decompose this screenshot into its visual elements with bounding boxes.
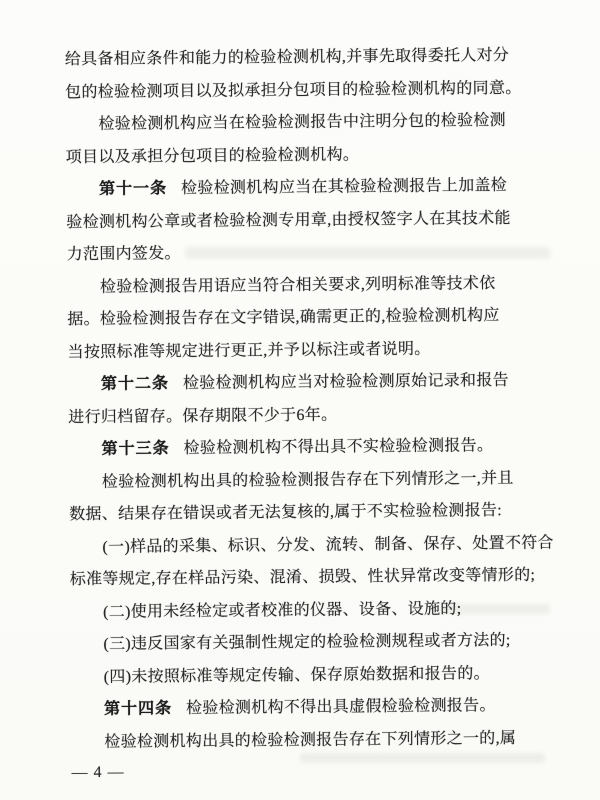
line-text: 标准等规定,存在样品污染、混淆、损毁、性状异常改变等情形的; xyxy=(69,566,536,589)
text-line-list-item xyxy=(70,625,552,662)
text-line-list-item xyxy=(70,592,552,629)
line-text: 给具备相应条件和能力的检验检测机构,并事先取得委托人对分 xyxy=(64,46,510,69)
line-text: 验检测机构公章或者检验检测专用章,由授权签字人在其技术能 xyxy=(66,209,511,231)
line-text: 当按照标准等规定进行更正,并予以标注或者说明。 xyxy=(67,340,431,361)
line-text: 检验检测报告用语应当符合相关要求,列明标准等技术依 xyxy=(99,274,496,296)
line-text: 进行归档留存。保存期限不少于6年。 xyxy=(68,406,338,426)
text-line xyxy=(70,560,552,597)
text-line-article xyxy=(71,690,553,727)
text-line xyxy=(67,300,549,337)
text-line xyxy=(69,495,551,532)
line-text: (四)未按照标准等规定传输、保存原始数据和报告的。 xyxy=(103,664,490,686)
text-line-list-item xyxy=(69,527,554,564)
text-line xyxy=(69,462,551,499)
line-text: 检验检测机构应当在检验检测报告中注明分包的检验检测 xyxy=(98,112,507,133)
line-text: 检验检测机构应当在其检验检测报告上加盖检 xyxy=(180,177,508,198)
text-line xyxy=(67,267,549,304)
text-line xyxy=(68,397,550,434)
text-line xyxy=(65,72,547,109)
text-line xyxy=(67,332,549,369)
text-line xyxy=(65,105,547,142)
text-line-article xyxy=(66,170,548,207)
page-number: — 4 — xyxy=(71,763,125,782)
line-text: 项目以及承担分包项目的检验检测机构。 xyxy=(65,145,360,166)
text-line-list-item xyxy=(71,657,553,694)
line-text: 检验检测机构出具的检验检测报告存在下列情形之一,并且 xyxy=(101,469,514,491)
text-line xyxy=(66,137,548,174)
document-content xyxy=(0,39,600,783)
line-text: (三)违反国家有关强制性规定的检验检测规程或者方法的; xyxy=(103,631,511,653)
line-text: 力范围内签发。 xyxy=(66,245,181,264)
text-line xyxy=(67,235,549,272)
article-number: 第十四条 xyxy=(103,700,173,718)
line-text: (一)样品的采集、标识、分发、流转、制备、保存、处置不符合 xyxy=(102,534,554,556)
line-text: 检验检测机构出具的检验检测报告存在下列情形之一的,属 xyxy=(104,729,517,751)
line-text: 检验检测机构不得出具不实检验检测报告。 xyxy=(183,437,494,458)
line-text: 据。检验检测报告存在文字错误,确需更正的,检验检测机构应 xyxy=(67,307,500,329)
line-text: 数据、结果存在错误或者无法复核的,属于不实检验检测报告: xyxy=(69,502,503,524)
line-text: (二)使用未经检定或者校准的仪器、设备、设施的; xyxy=(103,599,462,621)
article-number: 第十三条 xyxy=(101,440,170,458)
text-line-article xyxy=(68,365,550,402)
line-text: 包的检验检测项目以及拟承担分包项目的检验检测机构的同意。 xyxy=(65,79,522,101)
line-text: 检验检测机构应当对检验检测原始记录和报告 xyxy=(182,371,510,393)
text-line xyxy=(66,202,548,239)
text-line xyxy=(65,40,547,77)
line-text: 检验检测机构不得出具虚假检验检测报告。 xyxy=(185,697,496,718)
article-number: 第十二条 xyxy=(100,375,170,393)
text-line xyxy=(71,722,553,759)
article-number: 第十一条 xyxy=(98,180,168,198)
text-line-article xyxy=(68,430,550,467)
